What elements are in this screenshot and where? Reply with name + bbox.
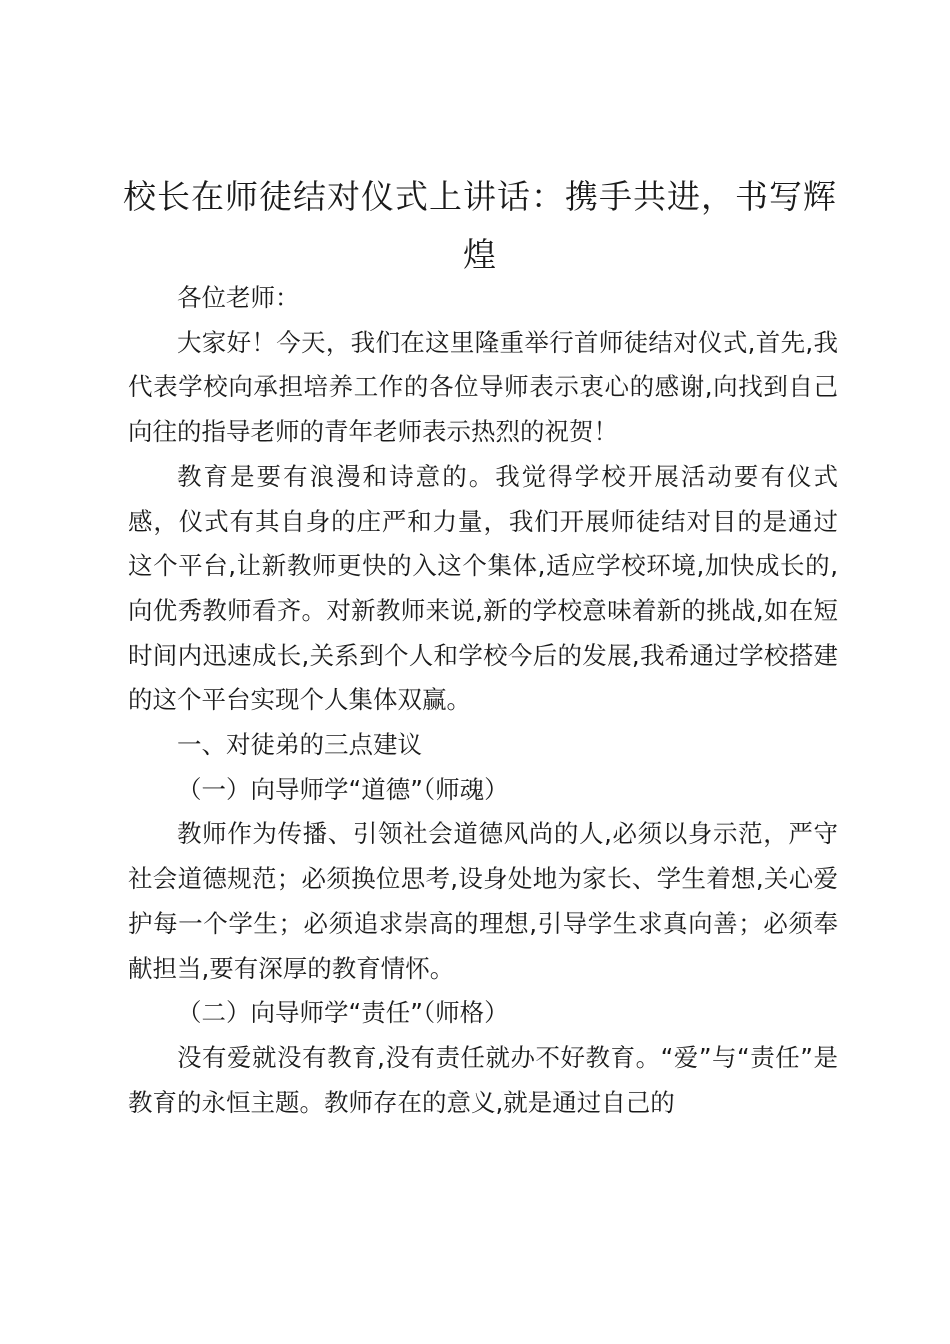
subsection-heading-1: （一）向导师学“道德”（师魂） xyxy=(177,774,509,804)
responsibility-paragraph: 没有爱就没有教育,没有责任就办不好教育。“爱”与“责任”是教育的永恒主题。教师存在的意义,就是通过自己的 xyxy=(128,1042,838,1117)
document-title: 校长在师徒结对仪式上讲话：携手共进，书写辉煌 xyxy=(123,177,837,274)
document-body xyxy=(128,276,838,1125)
section-heading: 一、对徒弟的三点建议 xyxy=(177,730,422,760)
education-paragraph: 教育是要有浪漫和诗意的。我觉得学校开展活动要有仪式感，仪式有其自身的庄严和力量，我们开展师徒结对目的是通过这个平台,让新教师更快的入这个集体,适应学校环境,加快成长的,向优秀教师看齐。对新教师来说,新的学校意味着新的挑战,如在短时间内迅速成长,关系到个人和学校今后的发展,我希通过学校搭建的这个平台实现个人集体双赢。 xyxy=(128,461,838,715)
morality-paragraph: 教师作为传播、引领社会道德风尚的人,必须以身示范，严守社会道德规范；必须换位思考,设身处地为家长、学生着想,关心爱护每一个学生；必须追求崇高的理想,引导学生求真向善；必须奉献担当,要有深厚的教育情怀。 xyxy=(128,819,838,983)
greeting-paragraph: 各位老师： xyxy=(177,283,300,312)
opening-paragraph: 大家好！今天，我们在这里隆重举行首师徒结对仪式,首先,我代表学校向承担培养工作的各位导师表示衷心的感谢,向找到自己向往的指导老师的青年老师表示热烈的祝贺！ xyxy=(128,327,838,447)
subsection-heading-2: （二）向导师学“责任”（师格） xyxy=(177,998,509,1028)
